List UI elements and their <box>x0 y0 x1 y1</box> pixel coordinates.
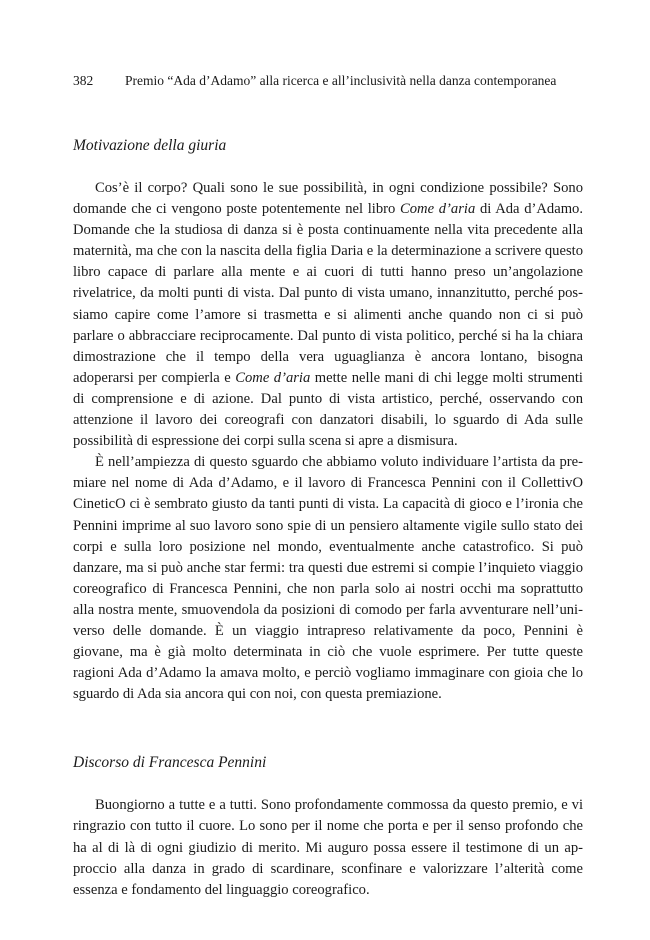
paragraph <box>73 452 583 705</box>
text-run: È nell’ampiezza di questo sguardo che abbiamo voluto individuare l’artista da premiare nel nome di Ada d’Adamo, e il lavoro di Francesca Pennini con il CollettivO CineticO ci è sembrato giusto da tanti punti di vista. La capacità di gioco e l’ironia che Pennini imprime al suo lavoro sono spie di un pensiero altamente vigile sullo stato dei corpi e sulla loro posizione nel mondo, eventualmente anche catastrofico. Si può danzare, ma si può anche star fermi: tra questi due estremi si compie l’inquieto viaggio coreografico di Francesca Pennini, che non parla solo ai nostri occhi ma soprattutto alla nostra mente, smuovendola da posizioni di comodo per farla avventurare nell’universo delle domande. È un viaggio intrapreso relativamente da poco, Pennini è giovane, ma è già molto determinata in ciò che vuole esprimere. Per tutte queste ragioni Ada d’Adamo la amava molto, e perciò vogliamo immaginare con gioia che lo sguardo di Ada sia ancora qui con noi, con questa premiazione. <box>73 454 583 703</box>
document-page <box>73 72 583 901</box>
running-header <box>73 72 583 90</box>
running-title: Premio “Ada d’Adamo” alla ricerca e all’inclusività nella danza contemporanea <box>125 73 557 88</box>
text-run: mette nelle mani di chi legge molti strumenti di comprensione e di azione. Dal punto di vista artistico, perché, osservando con attenzione il lavoro dei coreografi con danzatori disabili, lo sguardo di Ada sulle possibilità di espressione dei corpi sulla scena si apre a dismisura. <box>73 369 583 450</box>
section-body-pennini-speech <box>73 795 583 900</box>
book-title-italic: Come d’aria <box>400 201 476 218</box>
text-run: Buongiorno a tutte e a tutti. Sono profondamente commossa da questo premio, e vi ringrazio con tutto il cuore. Lo sono per il nome che porta e per il senso profondo che ha al di là di ogni giudizio di merito. Mi auguro possa essere il testimone di un approccio alla danza in grado di scardinare, sconfinare e valorizzare l’alterità come essenza e fondamento del linguaggio coreografico. <box>73 797 583 898</box>
section-title-pennini-speech: Discorso di Francesca Pennini <box>73 754 267 772</box>
text-run: Cos’è il corpo? Quali sono le sue possibilità, in ogni condizione possibile? Sono domande che ci vengono poste potentemente nel libro <box>73 180 583 218</box>
section-title-jury-motivation: Motivazione della giuria <box>73 137 227 154</box>
page-number: 382 <box>73 73 94 88</box>
book-title-italic: Come d’aria <box>235 369 311 386</box>
paragraph <box>73 178 583 452</box>
section-body-jury-motivation <box>73 178 583 705</box>
text-run: di Ada d’Adamo. Domande che la studiosa di danza si è posta continuamente nella vita precedente alla maternità, ma che con la nascita della figlia Daria e la determinazione a scrivere questo libro capace di parlare alla mente e ai cuori di tutti hanno preso un’angolazione rivelatrice, da molti punti di vista. Dal punto di vista umano, innanzitutto, perché possiamo capire come l’amore si trasmetta e si alimenti anche quando non ci si può parlare o abbracciare reciprocamente. Dal punto di vista politico, perché si ha la chiara dimostrazione che il tempo della vera uguaglianza è ancora lontano, bisogna adoperarsi per compierla e <box>73 201 583 386</box>
paragraph <box>73 795 583 900</box>
